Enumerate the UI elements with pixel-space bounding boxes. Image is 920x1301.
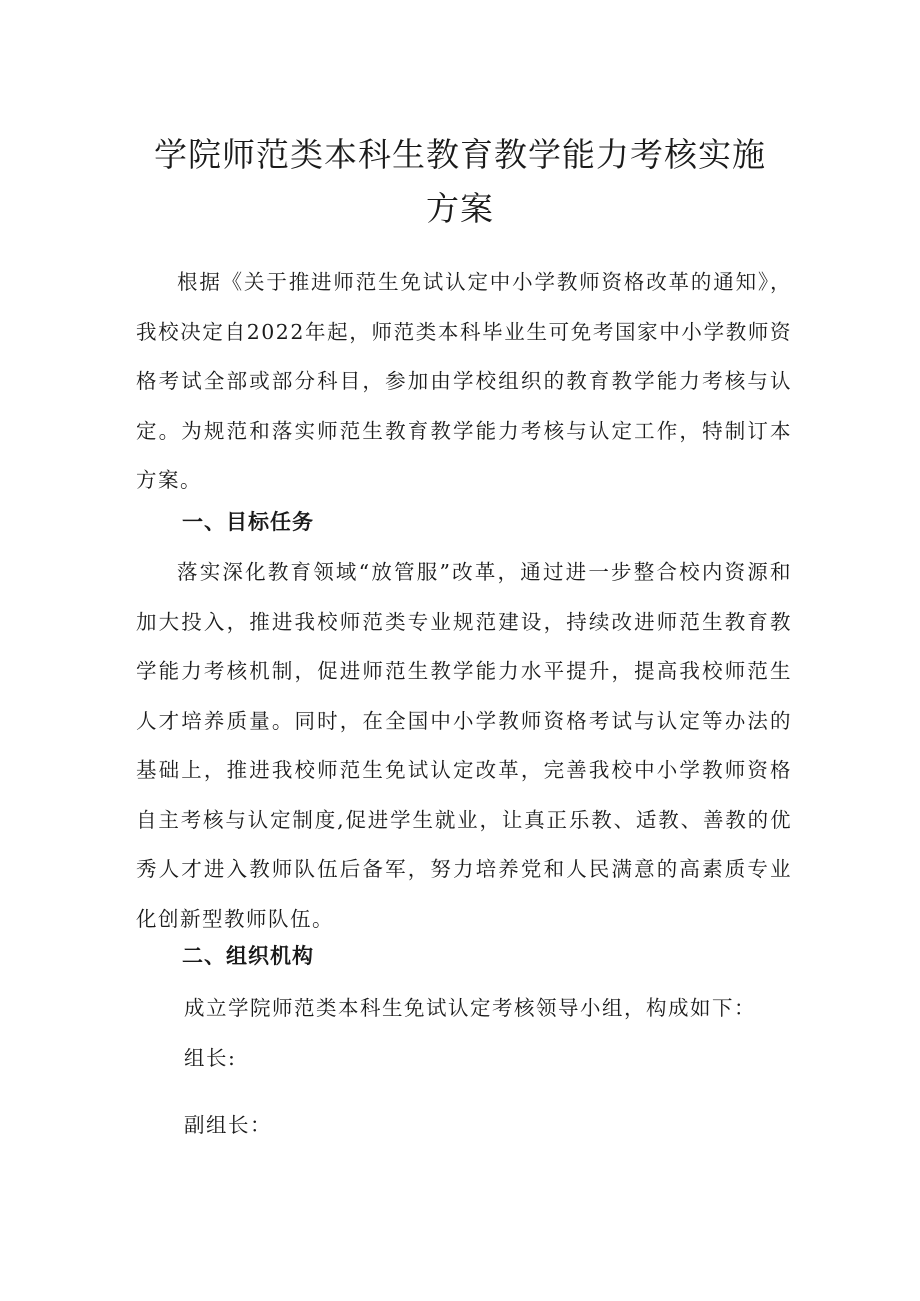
leader-label: 组长: [184, 1046, 237, 1070]
document-title-line1: 学院师范类本科生教育教学能力考核实施 [154, 135, 766, 174]
intro-paragraph: 根据《关于推进师范生免试认定中小学教师资格改革的通知》，我校决定自2022年起，师范类本科毕业生可免考国家中小学教师资格考试全部或部分科目，参加由学校组织的教育教学能力考核与认定。为规范和落实师范生教育教学能力考核与认定工作，特制订本方案。 [136, 270, 792, 492]
deputy-leader-label: 副组长： [184, 1113, 272, 1137]
section-heading-organization: 二、组织机构 [182, 944, 314, 968]
organization-intro: 成立学院师范类本科生免试认定考核领导小组，构成如下： [184, 996, 756, 1020]
goals-paragraph: 落实深化教育领域“放管服”改革，通过进一步整合校内资源和加大投入，推进我校师范类专业规范建设，持续改进师范生教育教学能力考核机制，促进师范生教学能力水平提升，提高我校师范生人才培养质量。同时，在全国中小学教师资格考试与认定等办法的基础上，推进我校师范生免试认定改革，完善我校中小学教师资格自主考核与认定制度,促进学生就业，让真正乐教、适教、善教的优秀人才进入教师队伍后备军，努力培养党和人民满意的高素质专业化创新型教师队伍。 [136, 560, 792, 931]
document-title-line2: 方案 [426, 189, 494, 228]
section-heading-goals: 一、目标任务 [182, 510, 314, 534]
